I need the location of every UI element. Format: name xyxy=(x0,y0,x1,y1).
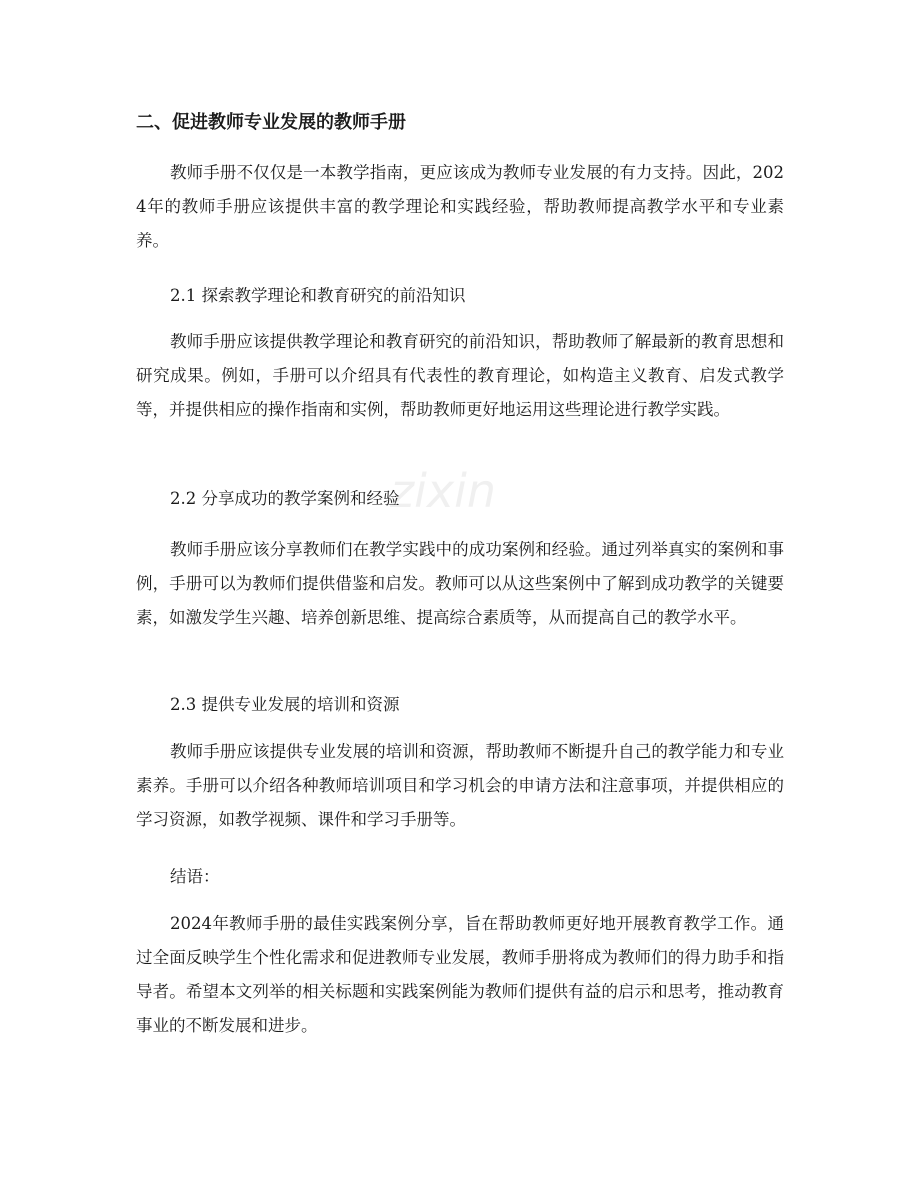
subsection-body-2-3: 教师手册应该提供专业发展的培训和资源，帮助教师不断提升自己的教学能力和专业素养。手册可以介绍各种教师培训项目和学习机会的申请方法和注意事项，并提供相应的学习资源，如教学视频、课件和学习手册等。 xyxy=(136,742,784,829)
section-heading: 二、促进教师专业发展的教师手册 xyxy=(136,112,406,133)
subsection-body-2-2: 教师手册应该分享教师们在教学实践中的成功案例和经验。通过列举真实的案例和事例，手册可以为教师们提供借鉴和启发。教师可以从这些案例中了解到成功教学的关键要素，如激发学生兴趣、培养创新思维、提高综合素质等，从而提高自己的教学水平。 xyxy=(136,540,784,627)
watermark-logo xyxy=(380,452,600,532)
svg-text:zixin: zixin xyxy=(390,464,497,518)
conclusion-body: 2024年教师手册的最佳实践案例分享，旨在帮助教师更好地开展教育教学工作。通过全面反映学生个性化需求和促进教师专业发展，教师手册将成为教师们的得力助手和指导者。希望本文列举的相关标题和实践案例能为教师们提供有益的启示和思考，推动教育事业的不断发展和进步。 xyxy=(136,914,784,1035)
intro-paragraph: 教师手册不仅仅是一本教学指南，更应该成为教师专业发展的有力支持。因此，2024年的教师手册应该提供丰富的教学理论和实践经验，帮助教师提高教学水平和专业素养。 xyxy=(136,163,784,250)
conclusion-label: 结语： xyxy=(170,867,220,886)
subsection-title-2-3: 2.3 提供专业发展的培训和资源 xyxy=(170,695,400,714)
subsection-body-2-1: 教师手册应该提供教学理论和教育研究的前沿知识，帮助教师了解最新的教育思想和研究成果。例如，手册可以介绍具有代表性的教育理论，如构造主义教育、启发式教学等，并提供相应的操作指南和实例，帮助教师更好地运用这些理论进行教学实践。 xyxy=(136,332,784,419)
subsection-title-2-1: 2.1 探索教学理论和教育研究的前沿知识 xyxy=(170,286,466,305)
subsection-title-2-2: 2.2 分享成功的教学案例和经验 xyxy=(170,489,400,508)
